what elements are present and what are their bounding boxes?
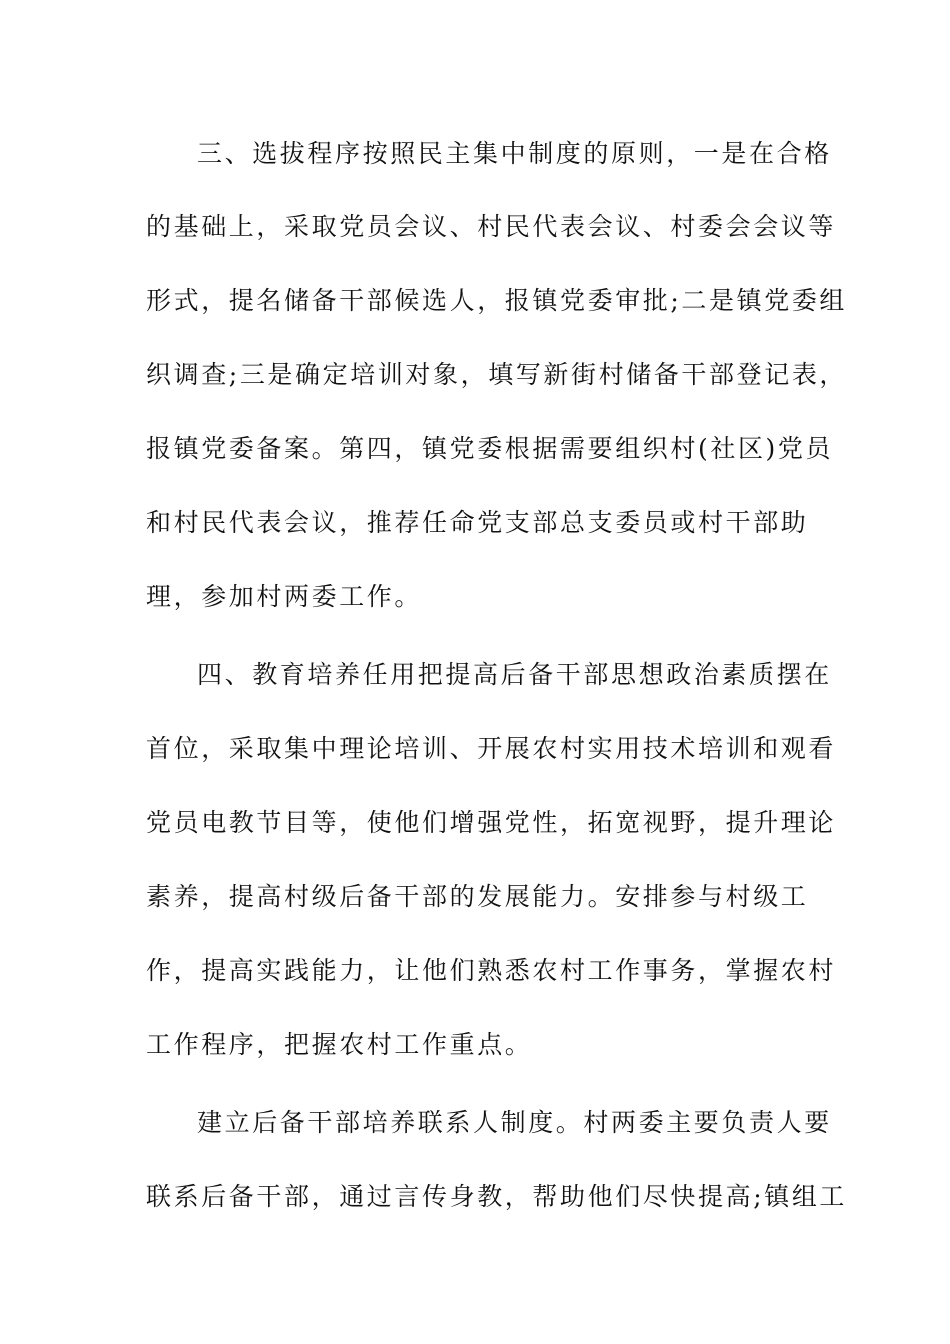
text-line: 形式，提名储备干部候选人，报镇党委审批;二是镇党委组 (146, 286, 848, 315)
text-line: 工作程序，把握农村工作重点。 (146, 1030, 533, 1059)
text-line: 素养，提高村级后备干部的发展能力。安排参与村级工 (146, 882, 809, 911)
text-line: 作，提高实践能力，让他们熟悉农村工作事务，掌握农村 (146, 956, 837, 985)
text-line: 理，参加村两委工作。 (146, 582, 423, 611)
text-line: 织调查;三是确定培训对象，填写新街村储备干部登记表， (146, 360, 848, 389)
text-line: 首位，采取集中理论培训、开展农村实用技术培训和观看 (146, 734, 837, 763)
text-line: 三、选拔程序按照民主集中制度的原则，一是在合格 (197, 139, 832, 168)
text-line: 党员电教节目等，使他们增强党性，拓宽视野，提升理论 (146, 808, 837, 837)
text-line: 建立后备干部培养联系人制度。村两委主要负责人要 (197, 1108, 832, 1137)
text-line: 和村民代表会议，推荐任命党支部总支委员或村干部助 (146, 508, 809, 537)
text-line: 的基础上，采取党员会议、村民代表会议、村委会会议等 (146, 212, 837, 241)
text-line: 四、教育培养任用把提高后备干部思想政治素质摆在 (197, 660, 832, 689)
text-line: 报镇党委备案。第四，镇党委根据需要组织村(社区)党员 (146, 434, 834, 463)
text-line: 联系后备干部，通过言传身教，帮助他们尽快提高;镇组工 (146, 1182, 848, 1211)
